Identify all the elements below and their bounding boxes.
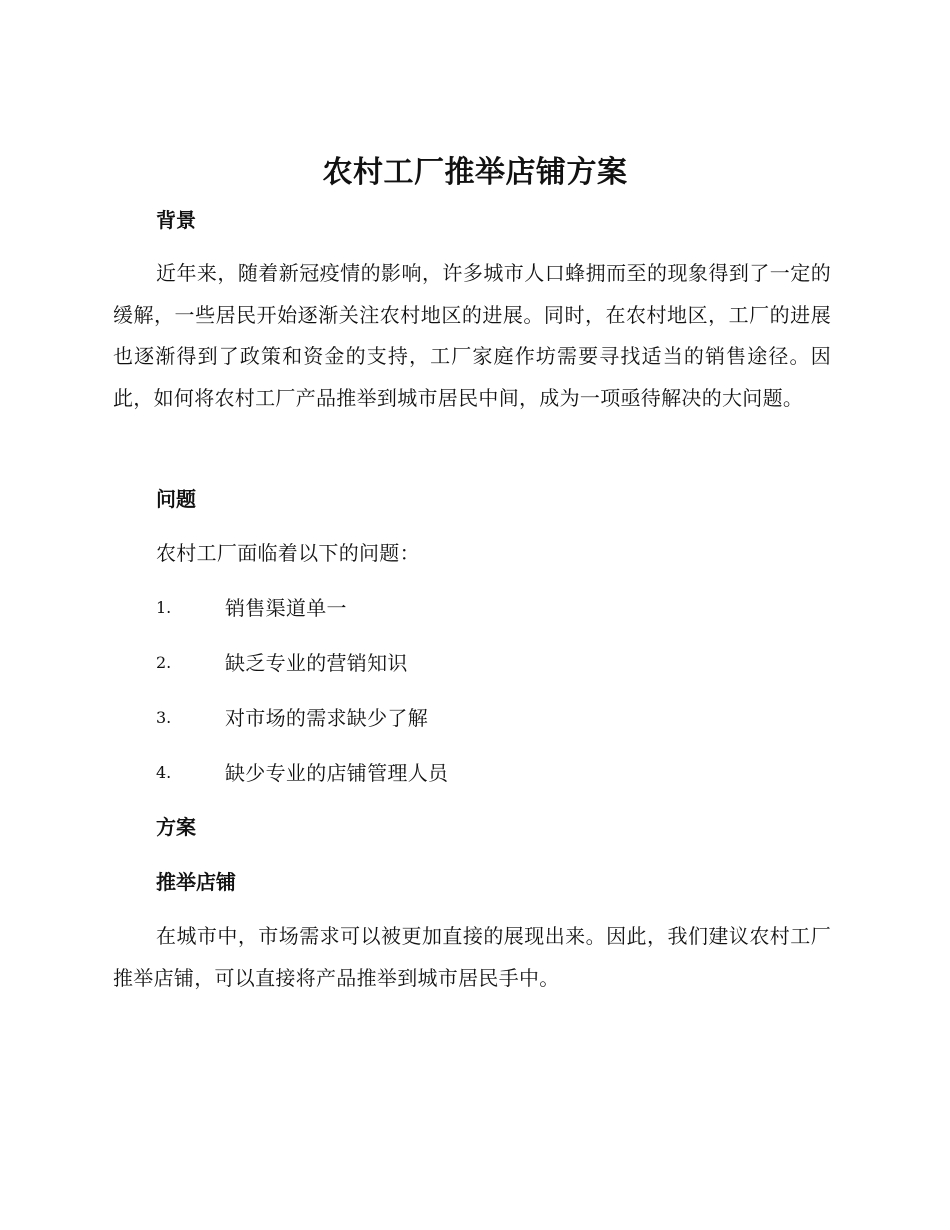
- section-heading-background: 背景: [156, 208, 196, 232]
- list-item-text: 销售渠道单一: [225, 596, 347, 620]
- background-paragraph: 近年来，随着新冠疫情的影响，许多城市人口蜂拥而至的现象得到了一定的缓解，一些居民开始逐渐关注农村地区的进展。同时，在农村地区，工厂的进展也逐渐得到了政策和资金的支持，工厂家庭作坊需要寻找适当的销售途径。因此，如何将农村工厂产品推举到城市居民中间，成为一项亟待解决的大问题。: [113, 261, 831, 410]
- list-item-number: 4.: [156, 763, 172, 782]
- section-heading-problem: 问题: [156, 487, 196, 511]
- list-item-number: 2.: [156, 653, 172, 672]
- list-item-text: 缺乏专业的营销知识: [225, 651, 408, 675]
- subheading-recommend-store: 推举店铺: [156, 870, 236, 894]
- list-item-number: 3.: [156, 708, 172, 727]
- plan-paragraph: 在城市中，市场需求可以被更加直接的展现出来。因此，我们建议农村工厂推举店铺，可以直接将产品推举到城市居民手中。: [113, 924, 831, 990]
- list-item: [156, 593, 756, 623]
- section-heading-plan: 方案: [156, 815, 196, 839]
- document-title: 农村工厂推举店铺方案: [322, 155, 628, 190]
- list-item: [156, 648, 756, 678]
- list-item-text: 缺少专业的店铺管理人员: [225, 761, 449, 785]
- problem-intro: 农村工厂面临着以下的问题：: [156, 541, 420, 565]
- list-item-number: 1.: [156, 598, 172, 617]
- list-item: [156, 703, 756, 733]
- list-item: [156, 758, 756, 788]
- list-item-text: 对市场的需求缺少了解: [225, 706, 428, 730]
